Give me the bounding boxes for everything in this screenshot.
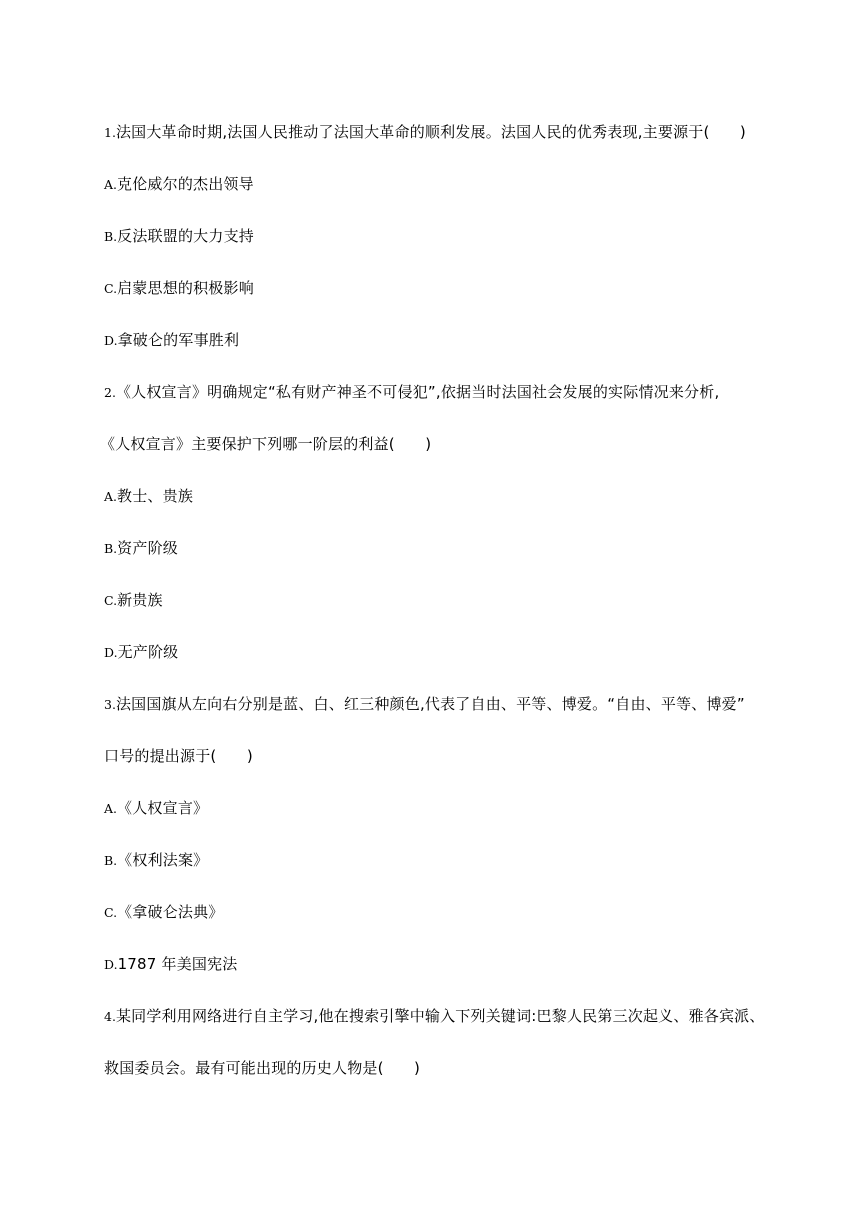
question-4-stem-line-2: [104, 1058, 420, 1078]
question-number: 2.: [104, 385, 116, 400]
option-text: 资产阶级: [117, 539, 178, 557]
option-letter: D.: [104, 645, 118, 660]
question-3-stem-line-2: [104, 746, 253, 766]
option-text: 《权利法案》: [117, 851, 209, 869]
question-text: 某同学利用网络进行自主学习,他在搜索引擎中输入下列关键词:巴黎人民第三次起义、雅各宾派、: [115, 1007, 765, 1025]
question-3-option-a: [104, 798, 208, 819]
question-2-stem-line-1: [104, 382, 719, 403]
question-1-stem: [104, 122, 746, 143]
question-2-option-a: [104, 486, 193, 507]
question-2-option-d: [104, 642, 178, 663]
question-3-option-c: [104, 902, 224, 923]
option-text: 启蒙思想的积极影响: [117, 279, 254, 297]
option-letter: A.: [104, 177, 118, 192]
option-letter: D.: [104, 333, 118, 348]
option-letter: B.: [104, 229, 118, 244]
option-text: 《人权宣言》: [117, 799, 209, 817]
question-1-option-d: [104, 330, 239, 351]
option-text: 《拿破仑法典》: [117, 903, 224, 921]
question-2-option-b: [104, 538, 178, 559]
question-text: 法国大革命时期,法国人民推动了法国大革命的顺利发展。法国人民的优秀表现,主要源于( ): [115, 123, 746, 141]
option-text: 1787 年美国宪法: [117, 955, 238, 973]
question-text: 《人权宣言》主要保护下列哪一阶层的利益( ): [100, 435, 432, 453]
question-1-option-a: [104, 174, 254, 195]
option-text: 新贵族: [117, 591, 163, 609]
question-text: 救国委员会。最有可能出现的历史人物是( ): [104, 1059, 421, 1077]
question-3-stem-line-1: [104, 694, 745, 715]
option-letter: C.: [104, 281, 118, 296]
question-1-option-c: [104, 278, 254, 299]
question-1-option-b: [104, 226, 254, 247]
option-text: 教士、贵族: [117, 487, 194, 505]
option-text: 克伦威尔的杰出领导: [117, 175, 254, 193]
option-text: 反法联盟的大力支持: [117, 227, 254, 245]
option-letter: D.: [104, 957, 118, 972]
question-text: 口号的提出源于( ): [104, 747, 253, 765]
option-letter: B.: [104, 853, 118, 868]
option-text: 拿破仑的军事胜利: [117, 331, 240, 349]
question-number: 4.: [104, 1009, 116, 1024]
question-number: 1.: [104, 125, 116, 140]
option-letter: A.: [104, 489, 118, 504]
question-3-option-d: [104, 954, 238, 975]
question-2-stem-line-2: [100, 434, 431, 454]
option-letter: C.: [104, 905, 118, 920]
question-2-option-c: [104, 590, 163, 611]
option-text: 无产阶级: [117, 643, 179, 661]
option-letter: B.: [104, 541, 118, 556]
option-letter: A.: [104, 801, 118, 816]
question-4-stem-line-1: [104, 1006, 765, 1027]
question-text: 《人权宣言》明确规定“私有财产神圣不可侵犯”,依据当时法国社会发展的实际情况来分析,: [115, 383, 720, 401]
question-3-option-b: [104, 850, 208, 871]
question-number: 3.: [104, 697, 116, 712]
question-text: 法国国旗从左向右分别是蓝、白、红三种颜色,代表了自由、平等、博爱。“自由、平等、博爱”: [115, 695, 745, 713]
option-letter: C.: [104, 593, 118, 608]
